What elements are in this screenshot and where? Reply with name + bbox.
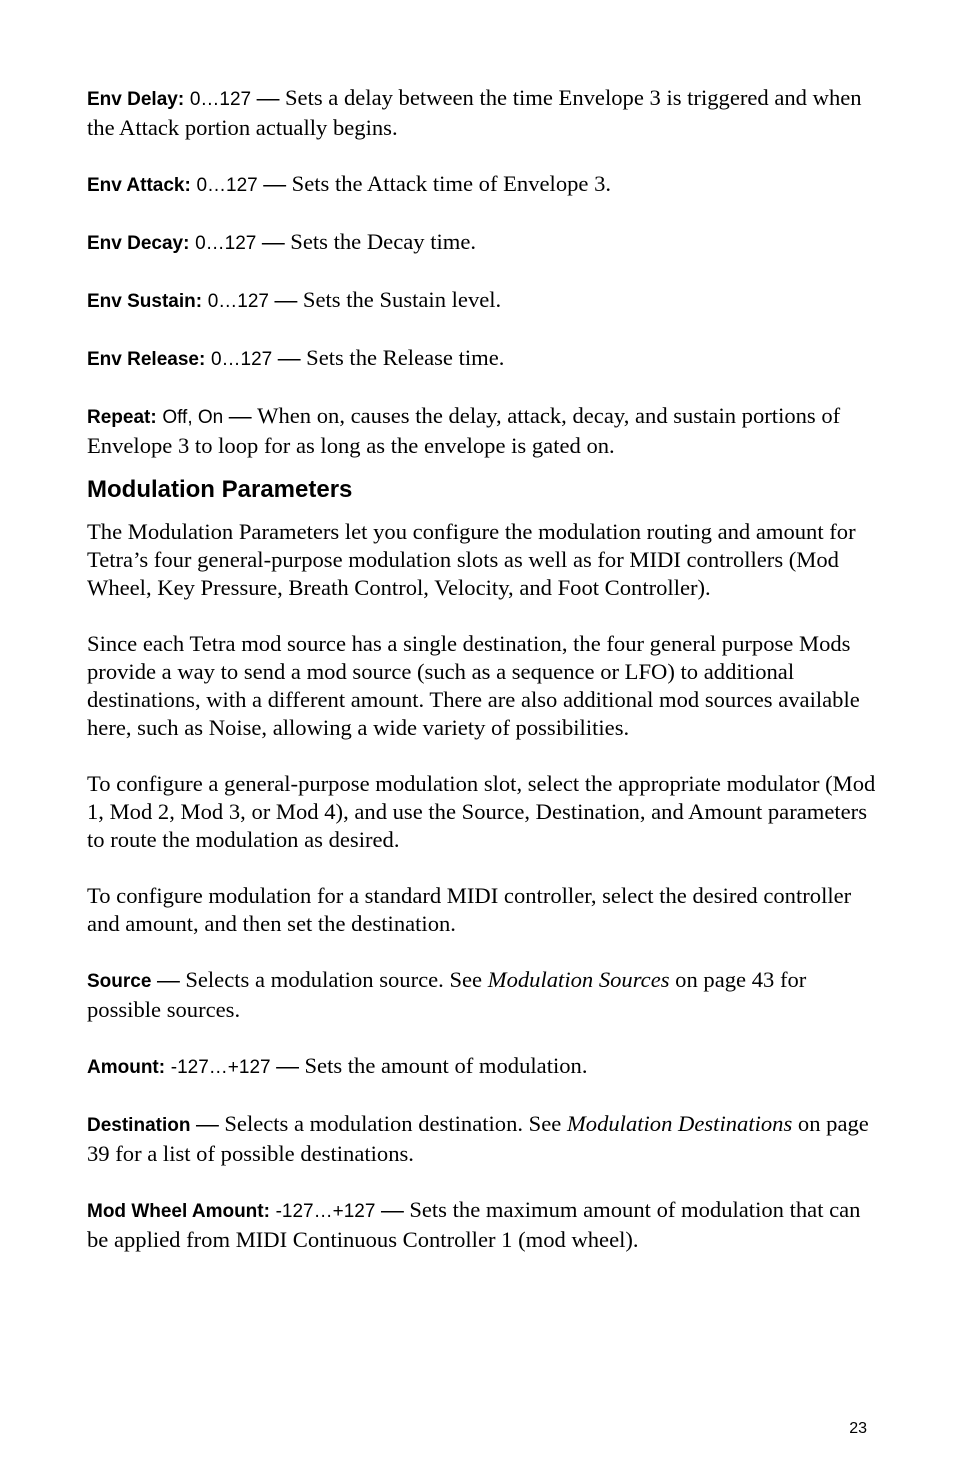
param-term: Env Sustain: [87,291,203,312]
param-description: Selects a modulation destination. See [224,1111,567,1136]
dash: — [256,229,291,254]
param-description: on page 43 for possible sources. [87,967,807,1022]
param-term: Env Decay: [87,233,190,254]
dash: — [375,1197,410,1222]
document-page [87,84,877,1282]
param-description: Sets the maximum amount of modulation that can be applied from MIDI Continuous Controller 1 (mod wheel). [87,1197,861,1252]
param-destination [87,1110,877,1168]
param-env-attack [87,170,877,200]
param-description: Sets the Release time. [306,345,505,370]
param-description: Sets the Sustain level. [302,287,502,312]
param-description: Sets a delay between the time Envelope 3 is triggered and when the Attack portion actually begins. [87,85,862,140]
param-term: Mod Wheel Amount: [87,1201,270,1222]
param-term: Repeat: [87,407,157,428]
cross-reference: Modulation Destinations [566,1111,793,1136]
dash: — [272,345,307,370]
param-description: Selects a modulation source. See [185,967,488,992]
param-description: Sets the Attack time of Envelope 3. [291,171,612,196]
param-description: When on, causes the delay, attack, decay, and sustain portions of Envelope 3 to loop for as long as the envelope is gated on. [87,403,841,458]
param-term: Env Release: [87,349,206,370]
param-range: -127…+127 [170,1057,271,1078]
param-repeat [87,402,877,460]
param-range: 0…127 [196,175,258,196]
body-paragraph: Since each Tetra mod source has a single destination, the four general purpose Mods provide a way to send a mod source (such as a sequence or LFO) to additional destinations, with a different amount. There are also additional mod sources available here, such as Noise, allowing a wide variety of possibilities. [87,631,860,740]
param-env-sustain [87,286,877,316]
body-paragraph: To configure a general-purpose modulation slot, select the appropriate modulator (Mod 1, Mod 2, Mod 3, or Mod 4), and use the Source, Destination, and Amount parameters to route the modulation as desired. [87,771,876,852]
page-number: 23 [849,1420,867,1437]
param-mod-wheel-amount [87,1196,877,1254]
param-range: Off, On [162,407,224,428]
param-range: 0…127 [207,291,270,312]
param-term: Env Attack: [87,175,191,196]
section-heading: Modulation Parameters [87,476,353,503]
dash: — [257,171,292,196]
dash: — [223,403,258,428]
param-range: 0…127 [195,233,257,254]
param-env-delay [87,84,877,142]
cross-reference: Modulation Sources [487,967,670,992]
param-env-decay [87,228,877,258]
param-term: Env Delay: [87,89,185,110]
param-env-release [87,344,877,374]
dash: — [151,967,186,992]
dash: — [251,85,285,110]
param-range: -127…+127 [275,1201,376,1222]
param-term: Amount: [87,1057,166,1078]
param-term: Source [87,971,152,992]
param-description: Sets the Decay time. [290,229,476,254]
param-source [87,966,877,1024]
body-paragraph: To configure modulation for a standard MIDI controller, select the desired controller and amount, and then set the destination. [87,883,852,936]
dash: — [270,1053,305,1078]
param-description: Sets the amount of modulation. [304,1053,588,1078]
param-range: 0…127 [189,89,252,110]
param-description: on page 39 for a list of possible destinations. [87,1111,869,1166]
dash: — [190,1111,225,1136]
dash: — [269,287,303,312]
param-amount [87,1052,877,1082]
param-range: 0…127 [210,349,273,370]
body-paragraph: The Modulation Parameters let you configure the modulation routing and amount for Tetra’s four general-purpose modulation slots as well as for MIDI controllers (Mod Wheel, Key Pressure, Breath Control, Velocity, and Foot Controller). [87,519,856,600]
param-term: Destination [87,1115,191,1136]
